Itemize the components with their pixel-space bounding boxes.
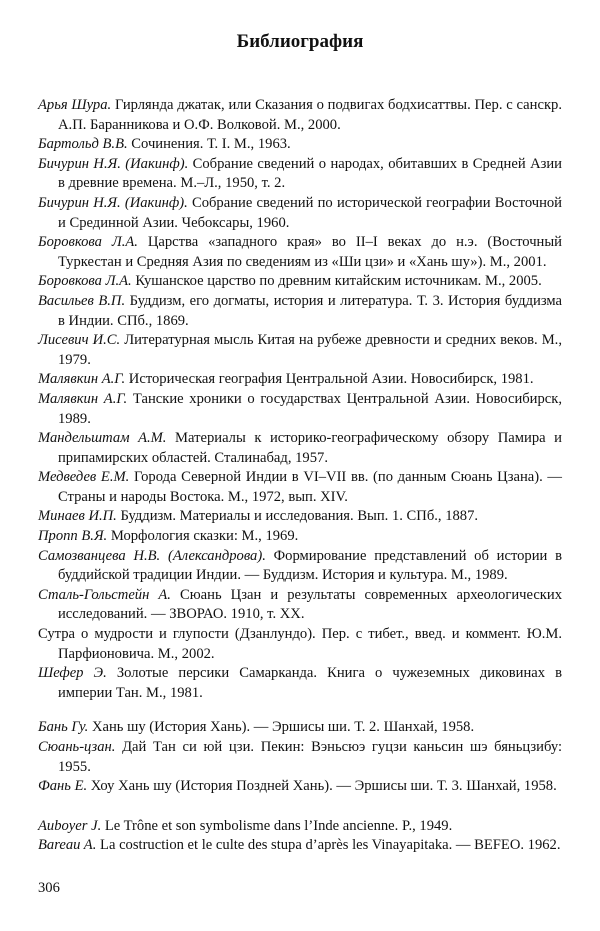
bibliography-entry: [38, 429, 562, 468]
entry-author: Сталь-Гольстейн А.: [38, 586, 171, 603]
entry-text: Собрание сведений по исторической географии Восточной и Срединной Азии. Чебоксары, 1960.: [58, 194, 562, 231]
entry-author: Bareau A.: [38, 837, 97, 854]
entry-author: Медведев Е.М.: [38, 469, 130, 486]
entry-text: Морфология сказки: М., 1969.: [107, 528, 299, 545]
entry-text: Сочинения. Т. I. М., 1963.: [127, 136, 291, 153]
bibliography-entry: [38, 292, 562, 331]
entry-author: Боровкова Л.А.: [38, 234, 138, 251]
entry-text: Материалы к историко-географическому обзору Памира и припамирских областей. Сталинабад, 1957.: [58, 430, 562, 466]
bibliography-entry: [38, 390, 562, 429]
entry-text: Буддизм. Материалы и исследования. Вып. 1. СПб., 1887.: [116, 508, 479, 525]
bibliography-entry: [38, 718, 562, 738]
entry-text: La costruction et le culte des stupa d’après les Vinayapitaka. — BEFEO. 1962.: [96, 837, 561, 854]
entry-text: Царства «западного края» во II–I веках до н.э. (Восточный Туркестан и Средняя Азия по сведениям из «Ши цзи» и «Хань шу»). М., 2001.: [58, 234, 562, 270]
bibliography-entry: [38, 664, 562, 703]
entry-text: Литературная мысль Китая на рубеже древности и средних веков. М., 1979.: [58, 332, 562, 368]
entry-author: Минаев И.П.: [38, 508, 117, 525]
entry-text: Города Северной Индии в VI–VII вв. (по данным Сюань Цзана). — Страны и народы Востока. М., 1972, вып. XIV.: [58, 469, 562, 505]
bibliography-entry: [38, 527, 562, 547]
entry-author: Бань Гу.: [38, 719, 89, 736]
bibliography-entry: [38, 738, 562, 777]
entry-author: Васильев В.П.: [38, 292, 126, 309]
bibliography-entry: [38, 370, 562, 390]
bibliography-entry: [38, 194, 562, 233]
entry-author: Бартольд В.В.: [38, 136, 128, 153]
entry-author: Бичурин Н.Я. (Иакинф).: [38, 194, 188, 211]
bibliography-entry: [38, 586, 562, 625]
section-spacer: [38, 703, 562, 718]
entry-author: Арья Шура.: [38, 97, 112, 113]
entry-text: Le Trône et son symbolisme dans l’Inde ancienne. P., 1949.: [101, 817, 453, 834]
bibliography-entry: [38, 817, 562, 837]
entry-author: Бичурин Н.Я. (Иакинф).: [38, 155, 189, 172]
entry-author: Шефер Э.: [38, 665, 107, 682]
entry-author: Малявкин А.Г.: [38, 371, 126, 388]
entry-author: Сюань-цзан.: [38, 739, 116, 755]
entry-text: Хоу Хань шу (История Поздней Хань). — Эршисы ши. Т. 3. Шанхай, 1958.: [87, 778, 557, 795]
bibliography-entry: [38, 331, 562, 370]
entry-text: Формирование представлений об истории в буддийской традиции Индии. — Буддизм. История и культура. М., 1989.: [58, 547, 562, 584]
bibliography-entry: [38, 96, 562, 135]
entry-text: Историческая география Центральной Азии. Новосибирск, 1981.: [125, 371, 534, 388]
section-spacer: [38, 797, 562, 817]
bibliography-entry: [38, 547, 562, 586]
entry-text: Буддизм, его догматы, история и литература. Т. 3. История буддизма в Индии. СПб., 1869.: [58, 292, 562, 329]
entry-author: Пропп В.Я.: [38, 528, 108, 545]
bibliography-entry: [38, 625, 562, 664]
page-title: Библиография: [236, 31, 364, 52]
entry-author: Auboyer J.: [38, 817, 102, 834]
bibliography-entry: [38, 468, 562, 507]
entry-text: Сутра о мудрости и глупости (Дзанлундо). Пер. с тибет., введ. и коммент. Ю.М. Парфионовича. М., 2002.: [38, 626, 562, 662]
entry-text: Кушанское царство по древним китайским источникам. М., 2005.: [131, 273, 542, 290]
entry-text: Хань шу (История Хань). — Эршисы ши. Т. 2. Шанхай, 1958.: [88, 719, 475, 736]
page-number: 306: [38, 880, 60, 896]
entry-text: Собрание сведений о народах, обитавших в Средней Азии в древние времена. М.–Л., 1950, т. 2.: [58, 155, 562, 192]
bibliography-entry: [38, 836, 562, 856]
entry-author: Самозванцева Н.В. (Александрова).: [38, 547, 266, 564]
bibliography-entry: [38, 777, 562, 797]
entry-author: Фань Е.: [38, 778, 88, 795]
entry-author: Малявкин А.Г.: [38, 390, 128, 407]
entry-author: Лисевич И.С.: [38, 332, 121, 349]
bibliography-entry: [38, 507, 562, 527]
entry-text: Золотые персики Самарканда. Книга о чужеземных диковинах в империи Тан. М., 1981.: [58, 665, 562, 701]
bibliography-entry: [38, 155, 562, 194]
entry-author: Мандельштам А.М.: [38, 430, 167, 447]
bibliography-entry: [38, 272, 562, 292]
entry-author: Боровкова Л.А.: [38, 273, 132, 290]
entry-text: Танские хроники о государствах Центральной Азии. Новосибирск, 1989.: [58, 390, 563, 427]
entry-text: Дай Тан си юй цзи. Пекин: Вэньсюэ гуцзи каньсин шэ бяньцзибу: 1955.: [58, 739, 562, 775]
entry-text: Гирлянда джатак, или Сказания о подвигах бодхисаттвы. Пер. с санскр. А.П. Баранникова и О.Ф. Волковой. М., 2000.: [58, 97, 562, 133]
entry-text: Сюань Цзан и результаты современных археологических исследований. — ЗВОРАО. 1910, т. XX.: [58, 586, 562, 623]
bibliography-list: [38, 96, 562, 856]
bibliography-entry: [38, 233, 562, 272]
bibliography-entry: [38, 135, 562, 155]
